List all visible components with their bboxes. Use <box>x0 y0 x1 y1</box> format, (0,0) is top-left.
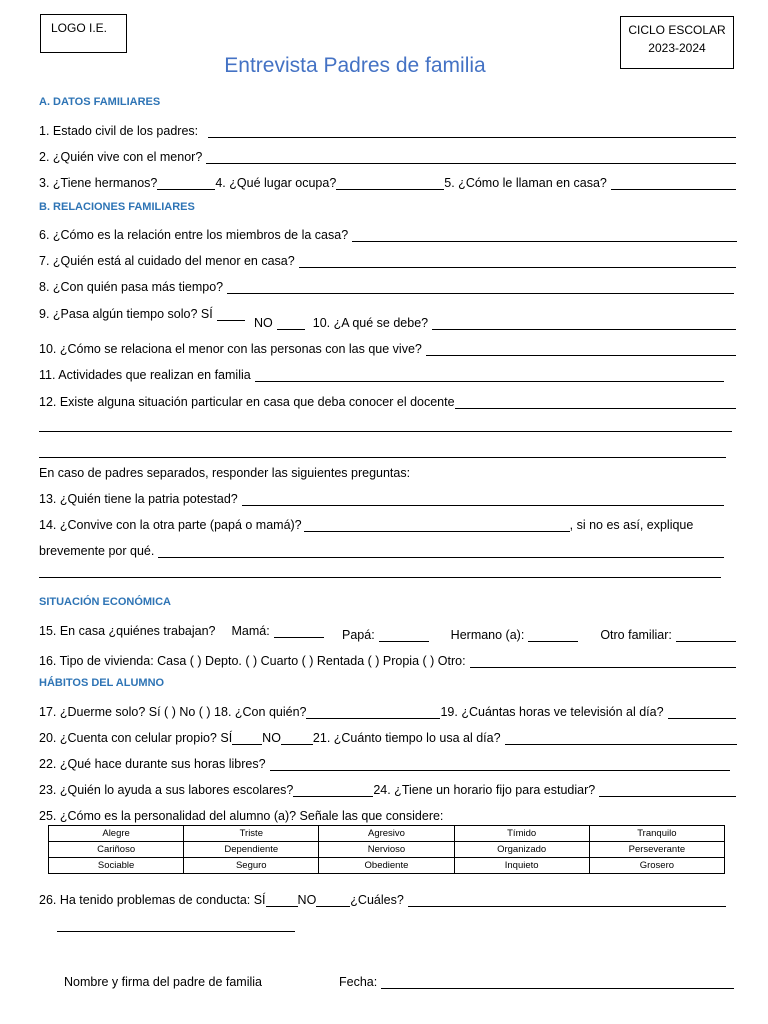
answer-line-12-extra-2[interactable] <box>39 457 726 458</box>
table-row <box>49 826 725 842</box>
personality-option[interactable]: Sociable <box>49 858 184 874</box>
answer-line-8[interactable] <box>227 279 734 294</box>
answer-line-2[interactable] <box>206 149 736 164</box>
question-9-10: NO 10. ¿A qué se debe? <box>254 310 736 330</box>
answer-line-3[interactable] <box>157 175 215 190</box>
answer-line-9-si[interactable] <box>217 306 245 321</box>
separados-note: En caso de padres separados, responder las siguientes preguntas: <box>39 466 411 480</box>
page-title: Entrevista Padres de familia <box>224 54 486 77</box>
school-year-value: 2023-2024 <box>648 41 706 55</box>
personality-option[interactable]: Perseverante <box>589 842 724 858</box>
answer-line-12[interactable] <box>455 394 736 409</box>
question-15: 15. En casa ¿quiénes trabajan? Mamá: <box>39 618 736 638</box>
answer-line-7[interactable] <box>299 253 736 268</box>
answer-line-24[interactable] <box>599 782 736 797</box>
question-10b: 10. ¿Cómo se relaciona el menor con las personas con las que vive? <box>39 336 736 356</box>
personality-option[interactable]: Cariñoso <box>49 842 184 858</box>
personality-option[interactable]: Alegre <box>49 826 184 842</box>
question-20-21: 20. ¿Cuenta con celular propio? SÍ NO 21. ¿Cuánto tiempo lo usa al día? <box>39 725 737 745</box>
personality-option[interactable]: Tranquilo <box>589 826 724 842</box>
answer-line-26-si[interactable] <box>266 892 298 907</box>
question-17-19: 17. ¿Duerme solo? Sí ( ) No ( ) 18. ¿Con quién? 19. ¿Cuántas horas ve televisión al día? <box>39 699 736 719</box>
answer-line-6[interactable] <box>352 227 737 242</box>
question-8: 8. ¿Con quién pasa más tiempo? <box>39 274 734 294</box>
answer-line-15-mama[interactable] <box>274 623 324 638</box>
answer-line-19[interactable] <box>668 704 736 719</box>
section-datos-familiares: A. DATOS FAMILIARES <box>39 96 161 108</box>
question-15-others: Papá: Hermano (a): Otro familiar: <box>342 622 736 642</box>
personality-option[interactable]: Dependiente <box>184 842 319 858</box>
question-7: 7. ¿Quién está al cuidado del menor en casa? <box>39 248 736 268</box>
question-6: 6. ¿Cómo es la relación entre los miembros de la casa? <box>39 222 737 242</box>
personality-option[interactable]: Grosero <box>589 858 724 874</box>
answer-line-14-explain[interactable] <box>158 543 724 558</box>
answer-line-10a[interactable] <box>432 315 736 330</box>
answer-line-16[interactable] <box>470 653 736 668</box>
answer-line-26-no[interactable] <box>316 892 350 907</box>
question-25: 25. ¿Cómo es la personalidad del alumno (a)? Señale las que considere: <box>39 809 444 823</box>
answer-line-15-hermano[interactable] <box>528 627 578 642</box>
answer-line-22[interactable] <box>270 756 730 771</box>
question-12: 12. Existe alguna situación particular en casa que deba conocer el docente <box>39 389 736 409</box>
question-3-5: 3. ¿Tiene hermanos? 4. ¿Qué lugar ocupa? 5. ¿Cómo le llaman en casa? <box>39 170 736 190</box>
answer-line-10b[interactable] <box>426 341 736 356</box>
answer-line-21[interactable] <box>505 730 737 745</box>
question-9: 9. ¿Pasa algún tiempo solo? SÍ <box>39 301 736 321</box>
answer-line-26[interactable] <box>408 892 726 907</box>
answer-line-26-extra[interactable] <box>57 931 295 932</box>
question-11: 11. Actividades que realizan en familia <box>39 362 724 382</box>
answer-line-15-otro[interactable] <box>676 627 736 642</box>
question-14-explain: brevemente por qué. <box>39 538 724 558</box>
personality-option[interactable]: Seguro <box>184 858 319 874</box>
question-26: 26. Ha tenido problemas de conducta: SÍ NO ¿Cuáles? <box>39 887 726 907</box>
answer-line-14[interactable] <box>304 517 570 532</box>
answer-line-15-papa[interactable] <box>379 627 429 642</box>
personality-option[interactable]: Agresivo <box>319 826 454 842</box>
question-1: 1. Estado civil de los padres: <box>39 118 736 138</box>
answer-line-18[interactable] <box>306 704 440 719</box>
answer-line-13[interactable] <box>242 491 724 506</box>
answer-line-11[interactable] <box>255 367 724 382</box>
table-row <box>49 858 725 874</box>
question-2: 2. ¿Quién vive con el menor? <box>39 144 736 164</box>
answer-line-20-si[interactable] <box>232 730 262 745</box>
signature-label: Nombre y firma del padre de familia <box>64 975 262 989</box>
school-year-label: CICLO ESCOLAR <box>628 23 726 37</box>
answer-line-9-no[interactable] <box>277 315 305 330</box>
answer-line-4[interactable] <box>336 175 444 190</box>
answer-line-23[interactable] <box>293 782 373 797</box>
personality-table <box>48 825 725 874</box>
answer-line-20-no[interactable] <box>281 730 313 745</box>
question-23-24: 23. ¿Quién lo ayuda a sus labores escolares? 24. ¿Tiene un horario fijo para estudiar? <box>39 777 736 797</box>
date-line[interactable] <box>381 974 734 989</box>
section-relaciones-familiares: B. RELACIONES FAMILIARES <box>39 201 195 213</box>
date-field: Fecha: <box>339 969 734 989</box>
personality-option[interactable]: Tímido <box>454 826 589 842</box>
question-13: 13. ¿Quién tiene la patria potestad? <box>39 486 724 506</box>
section-situacion-economica: SITUACIÓN ECONÓMICA <box>39 596 171 608</box>
answer-line-1[interactable] <box>208 123 736 138</box>
table-row <box>49 842 725 858</box>
logo-placeholder: LOGO I.E. <box>40 14 127 53</box>
personality-option[interactable]: Organizado <box>454 842 589 858</box>
personality-option[interactable]: Nervioso <box>319 842 454 858</box>
answer-line-14-extra[interactable] <box>39 577 721 578</box>
section-habitos-alumno: HÁBITOS DEL ALUMNO <box>39 677 165 689</box>
answer-line-5[interactable] <box>611 175 736 190</box>
personality-option[interactable]: Inquieto <box>454 858 589 874</box>
personality-option[interactable]: Obediente <box>319 858 454 874</box>
answer-line-12-extra-1[interactable] <box>39 431 732 432</box>
question-22: 22. ¿Qué hace durante sus horas libres? <box>39 751 730 771</box>
personality-option[interactable]: Triste <box>184 826 319 842</box>
question-14: 14. ¿Convive con la otra parte (papá o mamá)? , si no es así, explique <box>39 518 694 532</box>
question-16: 16. Tipo de vivienda: Casa ( ) Depto. ( ) Cuarto ( ) Rentada ( ) Propia ( ) Otro: <box>39 648 736 668</box>
